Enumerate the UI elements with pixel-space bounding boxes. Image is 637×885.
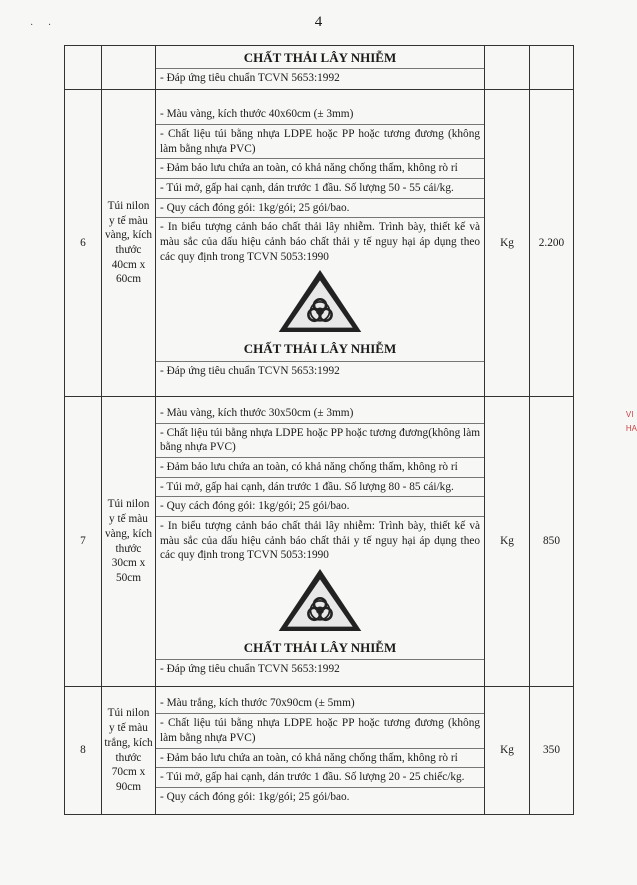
biohazard-symbol [160,563,480,658]
symbol-title: CHẤT THẢI LÂY NHIỄM [156,48,484,69]
standard-text: - Đáp ứng tiêu chuẩn TCVN 5653:1992 [160,364,340,377]
table-row-continuation [65,46,574,90]
item-name: Túi nilon y tế màu trắng, kích thước 70cm x 90cm [102,687,156,815]
spec-line: - Màu trắng, kích thước 70x90cm (± 5mm) [156,694,484,714]
spec-line: - Túi mở, gấp hai cạnh, dán trước 1 đầu. Số lượng 50 - 55 cái/kg. [156,179,484,199]
header-marks: · · [30,20,58,31]
spec-line: - Đảm bảo lưu chứa an toàn, có khả năng chống thấm, không rò rỉ [156,749,484,769]
spec-line [156,218,484,362]
row-unit: Kg [485,687,530,815]
spec-line: - Chất liệu túi bằng nhựa LDPE hoặc PP hoặc tương đương (không làm bằng nhựa PVC) [156,714,484,748]
spec-line: - Túi mở, gấp hai cạnh, dán trước 1 đầu. Số lượng 20 - 25 chiếc/kg. [156,768,484,788]
spec-line: - Màu vàng, kích thước 40x60cm (± 3mm) [156,105,484,125]
table-row [65,397,574,687]
row-qty: 2.200 [530,90,574,397]
spec-line [156,517,484,661]
symbol-title: CHẤT THẢI LÂY NHIỄM [243,639,397,655]
standard-text: - Đáp ứng tiêu chuẩn TCVN 5653:1992 [160,663,340,676]
biohazard-symbol [160,264,480,359]
row-stt: 8 [65,687,102,815]
specification-table [64,45,574,815]
biohazard-icon [277,567,363,633]
spec-line: - Chất liệu túi bằng nhựa LDPE hoặc PP hoặc tương đương (không làm bằng nhựa PVC) [156,125,484,159]
row-unit: Kg [485,397,530,687]
spec-line: - Chất liệu túi bằng nhựa LDPE hoặc PP hoặc tương đương(không làm bằng nhựa PVC) [156,424,484,458]
margin-mark: HA [625,424,637,433]
spec-line: - Quy cách đóng gói: 1kg/gói; 25 gói/bao. [156,199,484,219]
row-stt: 7 [65,397,102,687]
row-stt: 6 [65,90,102,397]
item-name: Túi nilon y tế màu vàng, kích thước 30cm x 50cm [102,397,156,687]
symbol-title: CHẤT THẢI LÂY NHIỄM [243,341,397,357]
standard-text: - Đáp ứng tiêu chuẩn TCVN 5653:1992 [160,71,340,84]
biohazard-icon [277,268,363,334]
spec-line: - Quy cách đóng gói: 1kg/gói; 25 gói/bao. [160,790,350,803]
spec-line: - Đảm bảo lưu chứa an toàn, có khả năng chống thấm, không rò rỉ [156,458,484,478]
table-row [65,90,574,397]
row-unit: Kg [485,90,530,397]
spec-line: - Màu vàng, kích thước 30x50cm (± 3mm) [156,404,484,424]
item-name: Túi nilon y tế màu vàng, kích thước 40cm x 60cm [102,90,156,397]
table-row [65,687,574,815]
spec-line: - Túi mở, gấp hai cạnh, dán trước 1 đầu. Số lượng 80 - 85 cái/kg. [156,478,484,498]
margin-mark: VI [625,410,634,419]
page-number: 4 [314,14,323,30]
row-qty: 350 [530,687,574,815]
spec-line: - Đảm bảo lưu chứa an toàn, có khả năng chống thấm, không rò rỉ [156,159,484,179]
row-qty: 850 [530,397,574,687]
spec-warning-text: - In biểu tượng cảnh báo chất thải lây nhiễm: Trình bày, thiết kế và màu sắc của dấu hiệu cảnh báo chất thải y tế nguy hại áp dụng theo các quy định trong TCVN 5053:1990 [160,519,480,562]
spec-warning-text: - In biểu tượng cảnh báo chất thải lây nhiễm. Trình bày, thiết kế và màu sắc của dấu hiệu cảnh báo chất thải y tế nguy hại áp dụng theo các quy định trong TCVN 5053:1990 [160,221,480,263]
spec-line: - Quy cách đóng gói: 1kg/gói; 25 gói/bao. [156,497,484,517]
margin-marks [626,408,637,436]
